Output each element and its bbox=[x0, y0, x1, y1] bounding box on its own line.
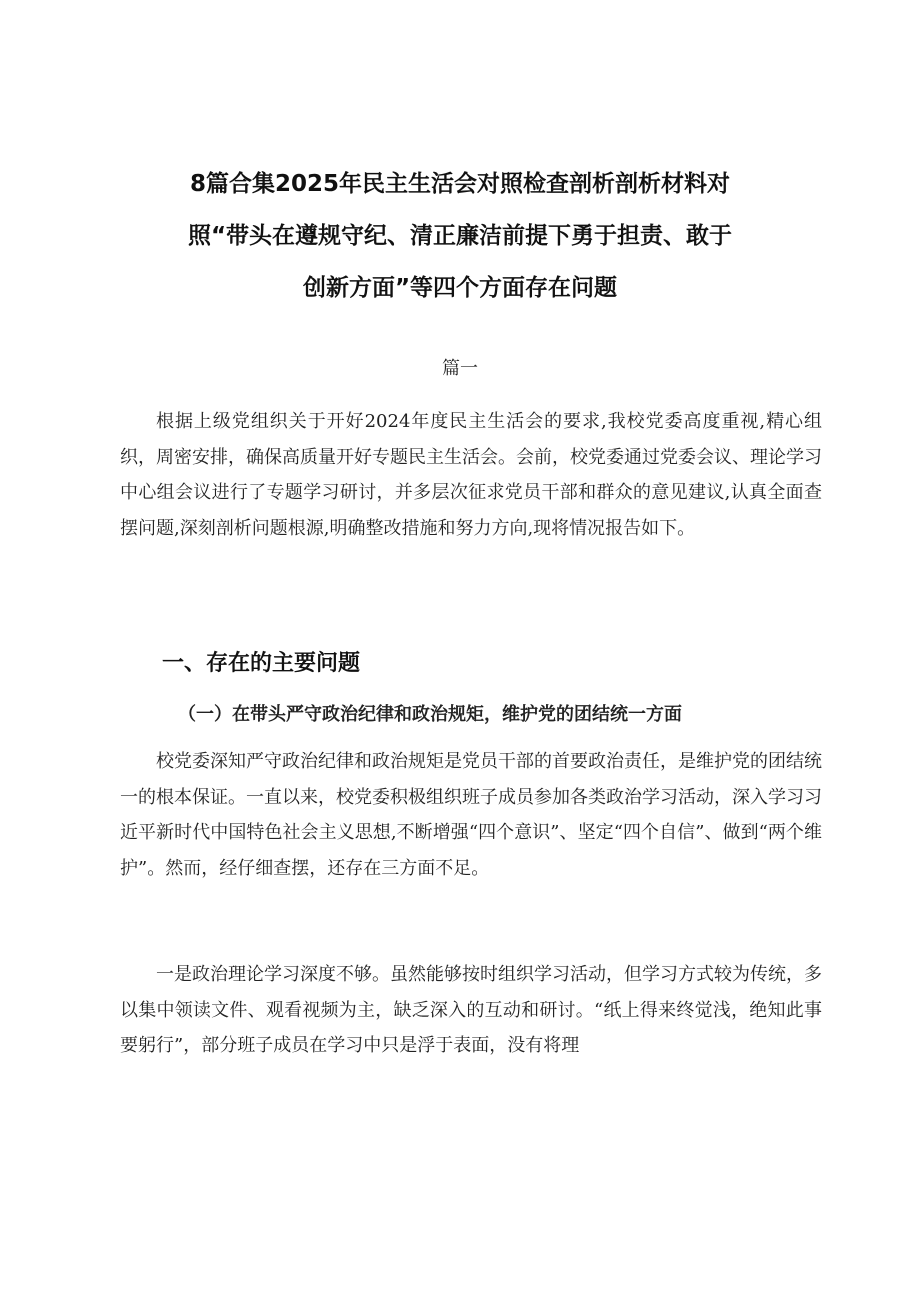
title-line-2: 照“带头在遵规守纪、清正廉洁前提下勇于担责、敢于 bbox=[187, 223, 733, 249]
heading-main-problems: 一、存在的主要问题 bbox=[162, 651, 361, 676]
intro-paragraph: 根据上级党组织关于开好2024年度民主生活会的要求,我校党委高度重视,精心组织，周密安排，确保高质量开好专题民主生活会。会前，校党委通过党委会议、理论学习中心组会议进行了专题学习研讨，并多层次征求党员干部和群众的意见建议,认真全面查摆问题,深刻剖析问题根源,明确整改措施和努力方向,现将情况报告如下。 bbox=[120, 411, 822, 539]
section-label: 篇一 bbox=[442, 358, 478, 379]
title-line-3: 创新方面”等四个方面存在问题 bbox=[302, 275, 618, 301]
document-title bbox=[120, 158, 800, 314]
paragraph-political-discipline: 校党委深知严守政治纪律和政治规矩是党员干部的首要政治责任，是维护党的团结统一的根本保证。一直以来，校党委积极组织班子成员参加各类政治学习活动，深入学习习近平新时代中国特色社会主义思想,不断增强“四个意识”、坚定“四个自信”、做到“两个维护”。然而，经仔细查摆，还存在三方面不足。 bbox=[120, 751, 822, 879]
title-line-1: 8篇合集2025年民主生活会对照检查剖析剖析材料对 bbox=[189, 171, 731, 197]
paragraph-theory-study: 一是政治理论学习深度不够。虽然能够按时组织学习活动，但学习方式较为传统，多以集中领读文件、观看视频为主，缺乏深入的互动和研讨。“纸上得来终觉浅，绝知此事要躬行”，部分班子成员在学习中只是浮于表面，没有将理 bbox=[120, 964, 822, 1056]
subheading-political-discipline: （一）在带头严守政治纪律和政治规矩，维护党的团结统一方面 bbox=[178, 704, 682, 725]
